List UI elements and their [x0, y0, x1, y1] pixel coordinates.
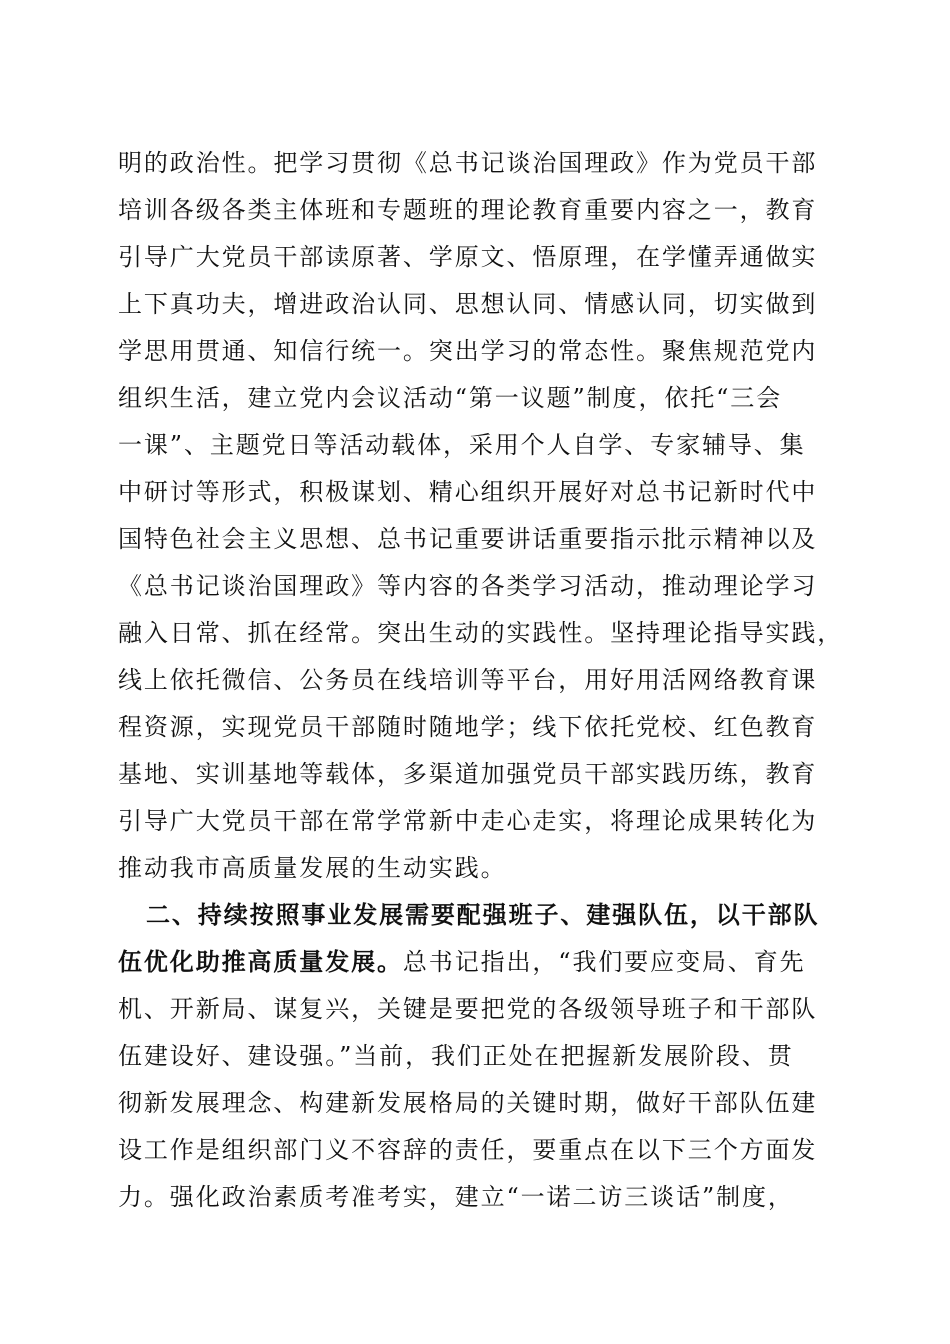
body-line: 设工作是组织部门义不容辞的责任，要重点在以下三个方面发 [118, 1136, 818, 1164]
body-line: 培训各级各类主体班和专题班的理论教育重要内容之一，教育 [118, 196, 818, 224]
body-line: 引导广大党员干部读原著、学原文、悟原理，在学懂弄通做实 [118, 243, 818, 271]
section-body-text: 总书记指出，“我们要应变局、育先 [402, 948, 806, 976]
body-line: 组织生活，建立党内会议活动“第一议题”制度，依托“三会 [118, 384, 783, 412]
body-line: 引导广大党员干部在常学常新中走心走实，将理论成果转化为 [118, 807, 818, 835]
body-line: 上下真功夫，增进政治认同、思想认同、情感认同，切实做到 [118, 290, 818, 318]
body-line: 彻新发展理念、构建新发展格局的关键时期，做好干部队伍建 [118, 1089, 818, 1117]
section-heading-bold: 伍优化助推高质量发展。 [118, 948, 403, 976]
body-line: 学思用贯通、知信行统一。突出学习的常态性。聚焦规范党内 [118, 337, 818, 365]
body-line: 力。强化政治素质考准考实，建立“一诺二访三谈话”制度， [118, 1183, 794, 1211]
body-line: 线上依托微信、公务员在线培训等平台，用好用活网络教育课 [118, 666, 818, 694]
body-line: 国特色社会主义思想、总书记重要讲话重要指示批示精神以及 [118, 525, 818, 553]
body-line: 伍建设好、建设强。”当前，我们正处在把握新发展阶段、贯 [118, 1042, 794, 1070]
section-heading: 二、持续按照事业发展需要配强班子、建强队伍，以干部队 [146, 901, 820, 929]
body-line: 基地、实训基地等载体，多渠道加强党员干部实践历练，教育 [118, 760, 818, 788]
body-line: 程资源，实现党员干部随时随地学；线下依托党校、红色教育 [118, 713, 818, 741]
body-line: 推动我市高质量发展的生动实践。 [118, 854, 507, 882]
section-heading-continuation [118, 946, 833, 980]
body-line: 《总书记谈治国理政》等内容的各类学习活动，推动理论学习 [118, 572, 818, 600]
body-line: 明的政治性。把学习贯彻《总书记谈治国理政》作为党员干部 [118, 149, 818, 177]
body-line: 机、开新局、谋复兴，关键是要把党的各级领导班子和干部队 [118, 995, 818, 1023]
body-line: 融入日常、抓在经常。突出生动的实践性。坚持理论指导实践， [118, 619, 844, 647]
body-line: 一课”、主题党日等活动载体，采用个人自学、专家辅导、集 [118, 431, 806, 459]
body-line: 中研讨等形式，积极谋划、精心组织开展好对总书记新时代中 [118, 478, 818, 506]
